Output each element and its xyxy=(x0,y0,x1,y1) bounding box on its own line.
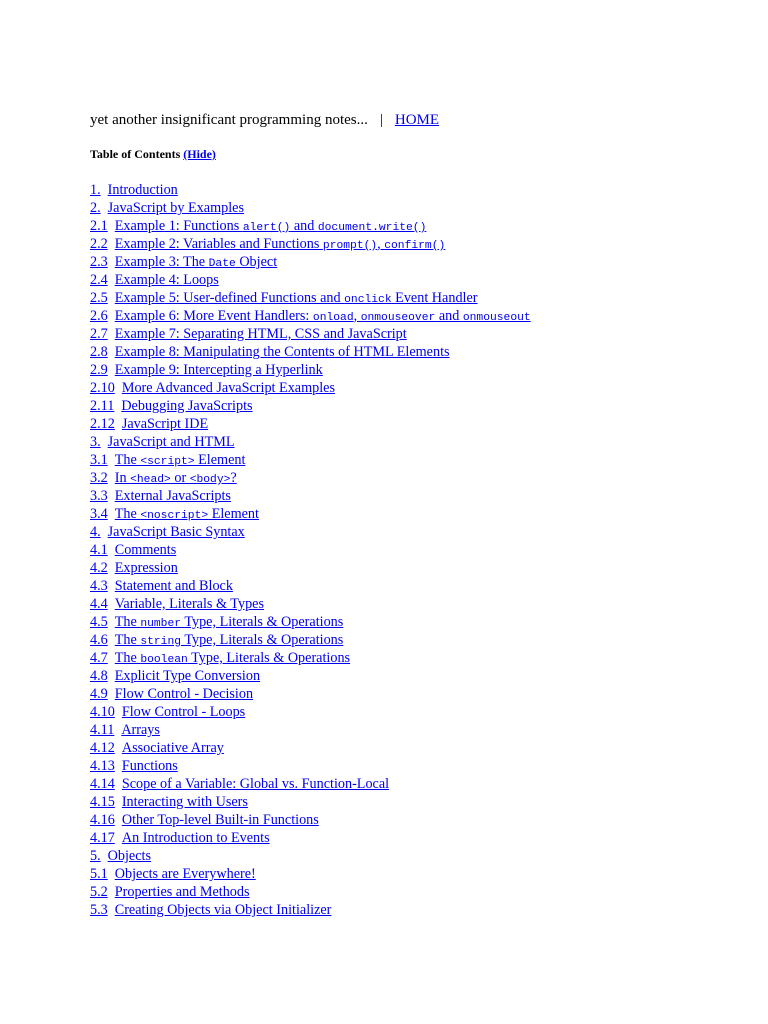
toc-link-text: Element xyxy=(208,506,259,522)
toc-link-text: Type, Literals & Operations xyxy=(181,614,344,630)
toc-link[interactable] xyxy=(90,217,531,235)
toc-link-text: , xyxy=(353,308,361,324)
toc-link-number: 4.1 xyxy=(90,542,108,558)
toc-link[interactable] xyxy=(90,829,531,847)
toc-link-number: 4.15 xyxy=(90,794,115,810)
toc-link[interactable] xyxy=(90,253,531,271)
toc-link[interactable] xyxy=(90,703,531,721)
toc-link-text: Statement and Block xyxy=(114,578,233,594)
toc-link-text: In xyxy=(114,470,131,486)
toc-link-number: 5. xyxy=(90,848,101,864)
toc-link-text: Associative Array xyxy=(121,740,224,756)
toc-link-code: prompt() xyxy=(322,240,378,252)
toc-link-code: alert() xyxy=(242,222,291,234)
toc-link-code: <script> xyxy=(140,456,195,468)
toc-link-text: JavaScript Basic Syntax xyxy=(107,524,245,540)
toc-link[interactable] xyxy=(90,199,531,217)
toc-link-text: Event Handler xyxy=(391,290,478,306)
toc-link-code: number xyxy=(140,618,182,630)
toc-link-text: Functions xyxy=(121,758,178,774)
toc-link-code: onmouseover xyxy=(360,312,436,324)
toc-link-code: confirm() xyxy=(384,240,446,252)
toc-link-number: 2.8 xyxy=(90,344,108,360)
toc-link-number: 2.2 xyxy=(90,236,108,252)
toc-link-text: The xyxy=(114,632,141,648)
toc-link-number: 4.13 xyxy=(90,758,115,774)
toc-link[interactable] xyxy=(90,685,531,703)
toc-link-number: 2.9 xyxy=(90,362,108,378)
toc-link-text: Objects xyxy=(107,848,151,864)
toc-link-text: or xyxy=(170,470,190,486)
toc-link-code: <noscript> xyxy=(140,510,209,522)
toc-link-text: Example 2: Variables and Functions xyxy=(114,236,323,252)
toc-link-number: 4.12 xyxy=(90,740,115,756)
toc-link-text: Creating Objects via Object Initializer xyxy=(114,902,332,918)
toc-link-number: 2.3 xyxy=(90,254,108,270)
toc-link[interactable] xyxy=(90,649,531,667)
toc-link-code: Date xyxy=(208,258,236,270)
site-header xyxy=(90,111,439,129)
toc-link-number: 2.12 xyxy=(90,416,115,432)
toc-link[interactable] xyxy=(90,451,531,469)
toc-link-text: Example 3: The xyxy=(114,254,209,270)
toc-link-text: and xyxy=(435,308,463,324)
toc-link[interactable] xyxy=(90,721,531,739)
toc-link[interactable] xyxy=(90,433,531,451)
toc-link-code: onload xyxy=(312,312,354,324)
toc-link[interactable] xyxy=(90,181,531,199)
toc-link-text: JavaScript by Examples xyxy=(107,200,244,216)
toc-link-text: The xyxy=(114,614,141,630)
toc-link[interactable] xyxy=(90,271,531,289)
toc-link[interactable] xyxy=(90,397,531,415)
toc-link-text: Flow Control - Loops xyxy=(121,704,246,720)
toc-link-text: Example 9: Intercepting a Hyperlink xyxy=(114,362,323,378)
toc-link-number: 4.4 xyxy=(90,596,108,612)
toc-link[interactable] xyxy=(90,865,531,883)
toc-link-text: The xyxy=(114,452,141,468)
toc-link-text: Arrays xyxy=(121,722,160,738)
header-separator: | xyxy=(379,112,383,128)
toc-title: Table of Contents xyxy=(90,147,181,161)
toc-link-text: ? xyxy=(230,470,237,486)
toc-link-text: The xyxy=(114,506,141,522)
toc-link[interactable] xyxy=(90,505,531,523)
toc-link-text: Example 1: Functions xyxy=(114,218,243,234)
toc-link-number: 2.4 xyxy=(90,272,108,288)
toc-link-text: Scope of a Variable: Global vs. Function-Local xyxy=(121,776,390,792)
toc-link-text: Example 8: Manipulating the Contents of HTML Elements xyxy=(114,344,450,360)
toc-link[interactable] xyxy=(90,757,531,775)
toc-link[interactable] xyxy=(90,487,531,505)
toc-link-code: onclick xyxy=(344,294,392,306)
toc-link-number: 2.10 xyxy=(90,380,115,396)
toc-link[interactable] xyxy=(90,595,531,613)
toc-link-text: Example 6: More Event Handlers: xyxy=(114,308,313,324)
table-of-contents xyxy=(90,181,531,919)
toc-link-text: Explicit Type Conversion xyxy=(114,668,261,684)
toc-link[interactable] xyxy=(90,577,531,595)
toc-heading xyxy=(90,146,216,162)
toc-link[interactable] xyxy=(90,541,531,559)
toc-link-number: 2.7 xyxy=(90,326,108,342)
toc-link[interactable] xyxy=(90,361,531,379)
toc-link-number: 5.2 xyxy=(90,884,108,900)
toc-link-number: 3.1 xyxy=(90,452,108,468)
toc-link[interactable] xyxy=(90,343,531,361)
toc-link-text: External JavaScripts xyxy=(114,488,231,504)
toc-link-number: 3.4 xyxy=(90,506,108,522)
toc-link[interactable] xyxy=(90,289,531,307)
toc-link-text: Type, Literals & Operations xyxy=(181,632,344,648)
toc-link-number: 4.8 xyxy=(90,668,108,684)
toc-link-code: string xyxy=(140,636,182,648)
toc-link-code: onmouseout xyxy=(462,312,531,324)
toc-link-number: 4.7 xyxy=(90,650,108,666)
toc-link-text: Object xyxy=(235,254,278,270)
toc-link-text: and xyxy=(290,218,318,234)
toc-link-number: 4.5 xyxy=(90,614,108,630)
toc-link-text: Expression xyxy=(114,560,178,576)
site-tagline: yet another insignificant programming notes... xyxy=(90,112,368,128)
toc-link-number: 4.17 xyxy=(90,830,115,846)
toc-link[interactable] xyxy=(90,739,531,757)
toc-link[interactable] xyxy=(90,847,531,865)
toc-link-text: Example 7: Separating HTML, CSS and JavaScript xyxy=(114,326,407,342)
toc-link-number: 4.3 xyxy=(90,578,108,594)
toc-link[interactable] xyxy=(90,883,531,901)
toc-link-number: 5.1 xyxy=(90,866,108,882)
toc-link[interactable] xyxy=(90,523,531,541)
toc-link[interactable] xyxy=(90,613,531,631)
toc-link-text: JavaScript and HTML xyxy=(107,434,235,450)
toc-link-text: Type, Literals & Operations xyxy=(187,650,351,666)
toc-link-text: More Advanced JavaScript Examples xyxy=(121,380,335,396)
toc-link[interactable] xyxy=(90,667,531,685)
toc-link-text: Other Top-level Built-in Functions xyxy=(121,812,319,828)
toc-link-number: 2.6 xyxy=(90,308,108,324)
toc-link[interactable] xyxy=(90,235,531,253)
toc-link[interactable] xyxy=(90,325,531,343)
toc-link-code: document.write() xyxy=(317,222,427,234)
toc-link-number: 4.14 xyxy=(90,776,115,792)
toc-link-code: boolean xyxy=(140,654,188,666)
toc-link-number: 4.10 xyxy=(90,704,115,720)
toc-link[interactable] xyxy=(90,631,531,649)
toc-link-text: An Introduction to Events xyxy=(121,830,270,846)
toc-link-code: <body> xyxy=(189,474,231,486)
toc-link-text: Debugging JavaScripts xyxy=(121,398,253,414)
toc-link[interactable] xyxy=(90,811,531,829)
toc-link[interactable] xyxy=(90,793,531,811)
toc-link-text: Example 4: Loops xyxy=(114,272,219,288)
toc-link[interactable] xyxy=(90,307,531,325)
toc-link-text: JavaScript IDE xyxy=(121,416,209,432)
toc-link-text: Introduction xyxy=(107,182,178,198)
toc-link[interactable] xyxy=(90,469,531,487)
toc-link-text: Flow Control - Decision xyxy=(114,686,254,702)
toc-link-text: The xyxy=(114,650,141,666)
toc-link-number: 2. xyxy=(90,200,101,216)
toc-link-code: <head> xyxy=(130,474,171,486)
toc-link-number: 3. xyxy=(90,434,101,450)
toc-link-number: 1. xyxy=(90,182,101,198)
toc-link-number: 4.6 xyxy=(90,632,108,648)
toc-link-number: 4.16 xyxy=(90,812,115,828)
home-link[interactable]: HOME xyxy=(394,112,440,128)
toc-link-number: 4.9 xyxy=(90,686,108,702)
toc-hide-toggle[interactable]: (Hide) xyxy=(183,147,216,161)
toc-link-text: Properties and Methods xyxy=(114,884,250,900)
toc-link-text: Element xyxy=(194,452,246,468)
toc-link-number: 3.2 xyxy=(90,470,108,486)
toc-link[interactable] xyxy=(90,901,531,919)
toc-link-number: 4.2 xyxy=(90,560,108,576)
toc-link-number: 2.11 xyxy=(90,398,115,414)
toc-link-text: Example 5: User-defined Functions and xyxy=(114,290,345,306)
toc-link[interactable] xyxy=(90,415,531,433)
toc-link-text: , xyxy=(377,236,385,252)
toc-link-number: 5.3 xyxy=(90,902,108,918)
toc-link-text: Comments xyxy=(114,542,177,558)
toc-link-text: Interacting with Users xyxy=(121,794,248,810)
toc-link-number: 4. xyxy=(90,524,101,540)
toc-link-text: Objects are Everywhere! xyxy=(114,866,256,882)
toc-link[interactable] xyxy=(90,379,531,397)
toc-link-text: Variable, Literals & Types xyxy=(114,596,264,612)
toc-link-number: 4.11 xyxy=(90,722,115,738)
toc-link-number: 2.1 xyxy=(90,218,108,234)
toc-link-number: 3.3 xyxy=(90,488,108,504)
toc-link[interactable] xyxy=(90,559,531,577)
toc-link-number: 2.5 xyxy=(90,290,108,306)
toc-link[interactable] xyxy=(90,775,531,793)
